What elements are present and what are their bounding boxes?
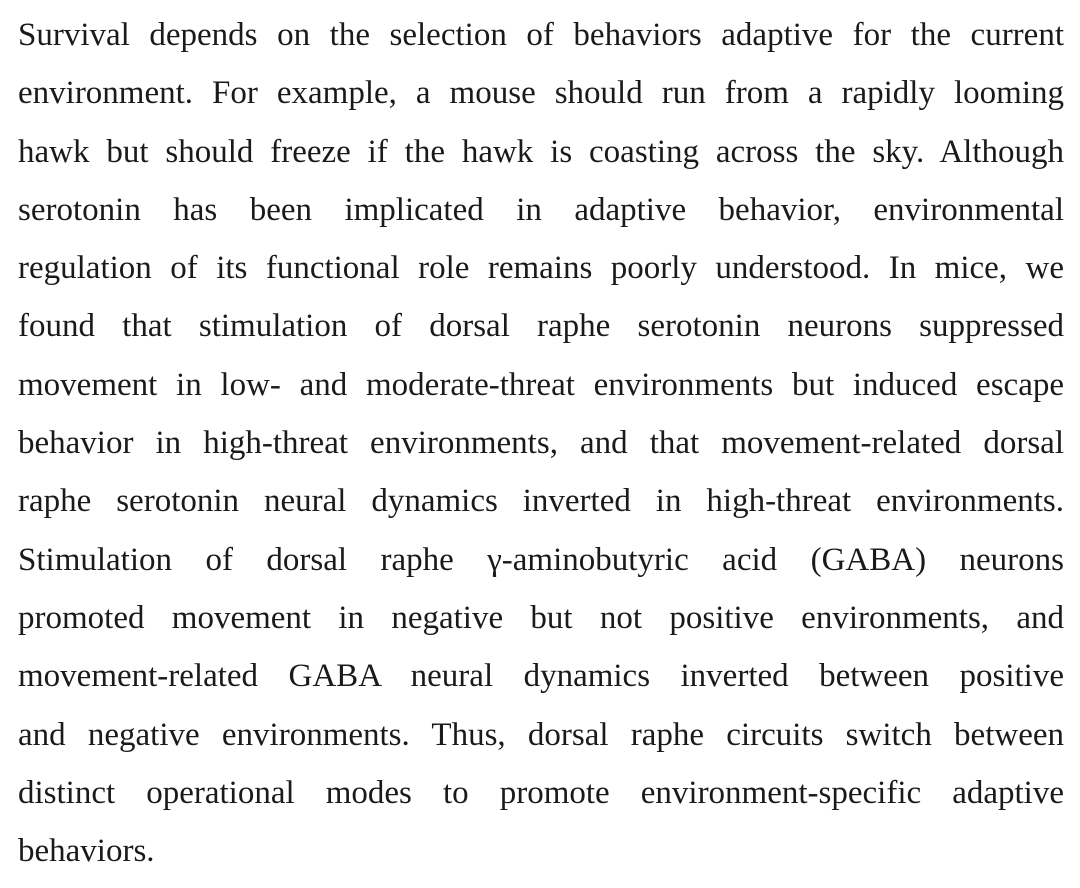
text-line: hawk but should freeze if the hawk is coasting across the sky. Although (18, 133, 1064, 170)
text-line-last: behaviors. (18, 833, 155, 870)
text-line: found that stimulation of dorsal raphe serotonin neurons suppressed (18, 308, 1064, 345)
text-line: distinct operational modes to promote environment-specific adaptive (18, 774, 1064, 811)
text-line: and negative environments. Thus, dorsal raphe circuits switch between (18, 716, 1064, 753)
text-line: movement in low- and moderate-threat environments but induced escape (18, 366, 1064, 403)
abstract-paragraph (18, 6, 1064, 880)
text-line: Stimulation of dorsal raphe γ-aminobutyric acid (GABA) neurons (18, 541, 1064, 578)
text-line: raphe serotonin neural dynamics inverted in high-threat environments. (18, 483, 1064, 520)
text-line: environment. For example, a mouse should run from a rapidly looming (18, 75, 1064, 112)
text-line: regulation of its functional role remains poorly understood. In mice, we (18, 250, 1064, 287)
text-line: movement-related GABA neural dynamics inverted between positive (18, 658, 1064, 695)
text-line: promoted movement in negative but not positive environments, and (18, 599, 1064, 636)
text-line: behavior in high-threat environments, and that movement-related dorsal (18, 425, 1064, 462)
text-line: Survival depends on the selection of behaviors adaptive for the current (18, 17, 1064, 53)
text-line: serotonin has been implicated in adaptive behavior, environmental (18, 191, 1064, 228)
